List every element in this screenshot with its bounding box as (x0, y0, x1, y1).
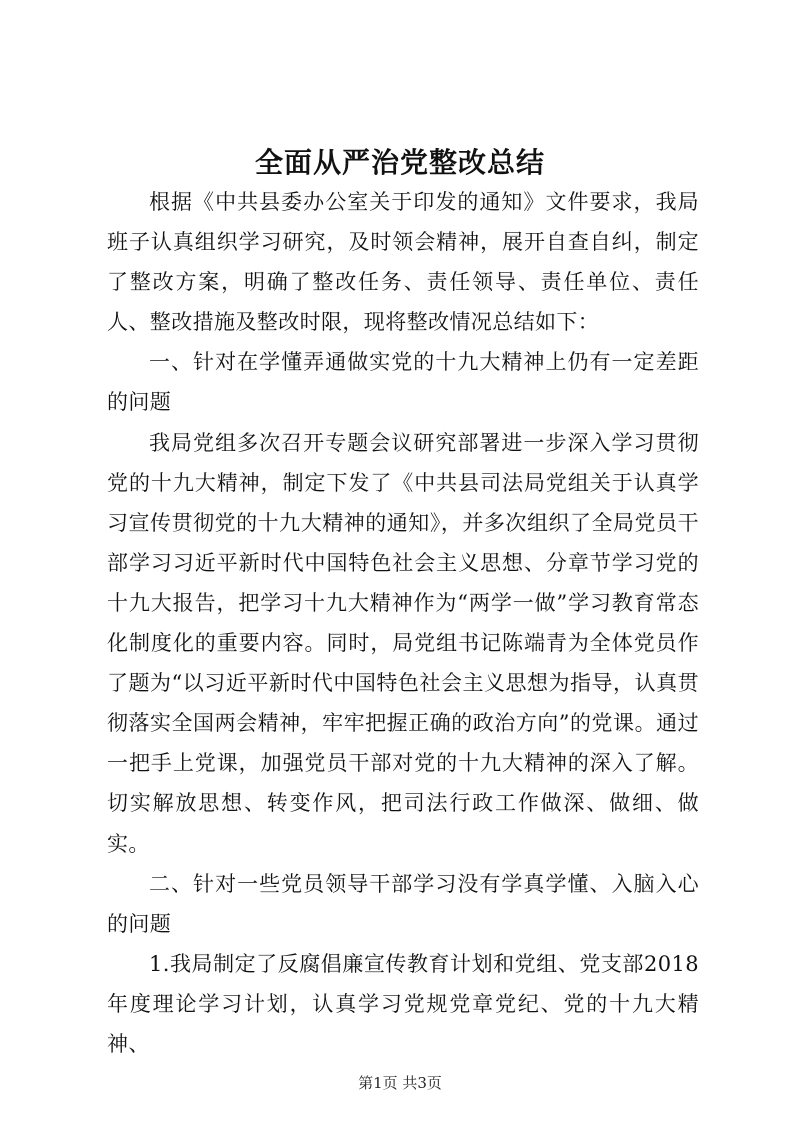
paragraph-intro: 根据《中共县委办公室关于印发的通知》文件要求，我局班子认真组织学习研究，及时领会精神，展开自查自纠，制定了整改方案，明确了整改任务、责任领导、责任单位、责任人、整改措施及整改时限，现将整改情况总结如下： (107, 190, 699, 335)
section-heading-1: 一、针对在学懂弄通做实党的十九大精神上仍有一定差距的问题 (107, 350, 699, 415)
paragraph-section-1: 我局党组多次召开专题会议研究部署进一步深入学习贯彻党的十九大精神，制定下发了《中共县司法局党组关于认真学习宣传贯彻党的十九大精神的通知》，并多次组织了全局党员干部学习习近平新时代中国特色社会主义思想、分章节学习党的十九大报告，把学习十九大精神作为“两学一做”学习教育常态化制度化的重要内容。同时，局党组书记陈端青为全体党员作了题为“以习近平新时代中国特色社会主义思想为指导，认真贯彻落实全国两会精神，牢牢把握正确的政治方向”的党课。通过一把手上党课，加强党员干部对党的十九大精神的深入了解。切实解放思想、转变作风，把司法行政工作做深、做细、做实。 (107, 430, 699, 856)
section-heading-2: 二、针对一些党员领导干部学习没有学真学懂、入脑入心的问题 (107, 871, 699, 936)
document-body (107, 182, 699, 1064)
document-title: 全面从严治党整改总结 (254, 146, 545, 179)
page-footer: 第1页 共3页 (358, 1074, 442, 1092)
paragraph-item-1: 1.我局制定了反腐倡廉宣传教育计划和党组、党支部2018年度理论学习计划，认真学习党规党章党纪、党的十九大精神、 (107, 951, 699, 1056)
